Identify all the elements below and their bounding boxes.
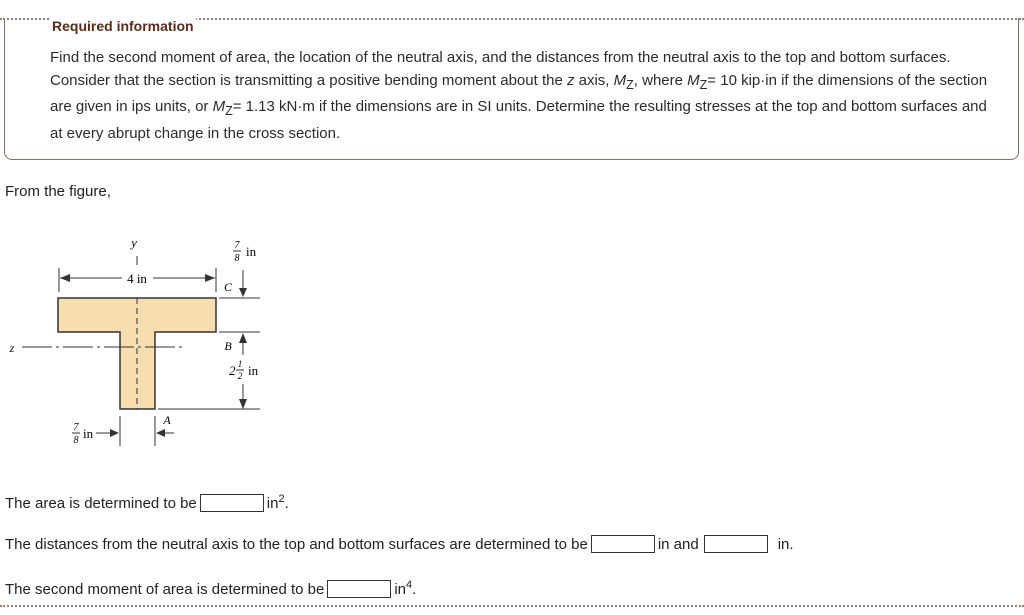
flange-frac-num: 7	[234, 240, 240, 251]
statement-part-5: = 1.13 kN·m if the dimensions are in SI units. Determine the resulting stresses at the top and bottom surfaces and at every abrupt change in the cross section.	[50, 98, 987, 142]
moment-subscript-c: Z	[225, 104, 233, 118]
z-axis-label: z	[9, 341, 15, 355]
statement-part-1: Find the second moment of area, the location of the neutral axis, and the distances from the neutral axis to the top and bottom surfaces. Consider that the section is transmitting a positive bending moment about the	[50, 49, 951, 89]
statement-part-3: , where	[633, 71, 688, 89]
moment-symbol-b: M	[687, 71, 700, 89]
point-b-label: B	[224, 339, 232, 353]
flange-frac-den: 8	[234, 253, 240, 264]
distance-prefix: The distances from the neutral axis to the top and bottom surfaces are determined to be	[5, 536, 588, 553]
distance-bottom-input[interactable]	[704, 535, 768, 553]
moment-subscript-a: Z	[626, 77, 634, 92]
axis-symbol: z	[566, 71, 575, 89]
moment-symbol-a: M	[613, 71, 627, 89]
y-axis-label: y	[131, 235, 137, 250]
moment-prefix: The second moment of area is determined to be	[5, 581, 325, 598]
point-a-label: A	[163, 413, 171, 427]
statement-part-4: = 10 kip·in if the dimensions of the section are given in ips units, or	[50, 71, 988, 115]
bottom-dotted-border	[0, 605, 1024, 607]
statement-part-2: axis,	[574, 71, 614, 89]
area-prefix: The area is determined to be	[5, 495, 197, 512]
web-thk-arrow-left	[110, 429, 119, 437]
area-input[interactable]	[200, 494, 264, 512]
distance-mid-text: in and	[657, 536, 699, 553]
web-dim-arrow-up	[239, 333, 247, 343]
distance-suffix: in.	[777, 536, 794, 553]
web-height-whole: 2	[229, 363, 236, 378]
width-label: 4 in	[127, 271, 147, 286]
area-unit: $in^2$.	[266, 493, 289, 512]
distance-question	[5, 535, 794, 553]
width-arrow-right	[205, 274, 215, 282]
moment-input[interactable]	[327, 580, 391, 598]
moment-question	[5, 580, 416, 598]
moment-symbol-c: M	[212, 98, 226, 115]
required-information-title: Required information	[52, 18, 194, 34]
distance-top-input[interactable]	[591, 535, 655, 553]
width-arrow-left	[60, 274, 70, 282]
problem-statement	[50, 47, 990, 145]
web-thk-unit: in	[83, 426, 94, 441]
flange-dim-arrow-head	[239, 288, 247, 297]
web-thk-arrow-right	[156, 429, 165, 437]
t-section-shape	[58, 298, 216, 409]
web-height-den: 2	[237, 371, 243, 381]
moment-unit: $in^4$.	[394, 579, 417, 598]
web-height-unit: in	[248, 363, 259, 378]
area-question	[5, 494, 289, 512]
from-figure-label: From the figure,	[5, 183, 111, 200]
web-thk-den: 8	[73, 435, 79, 446]
moment-subscript-b: Z	[699, 77, 708, 92]
web-height-num: 1	[237, 359, 243, 369]
point-c-label: C	[223, 280, 233, 294]
web-thk-num: 7	[73, 422, 79, 433]
web-dim-arrow-down	[239, 399, 247, 409]
flange-thk-unit: in	[246, 244, 257, 259]
